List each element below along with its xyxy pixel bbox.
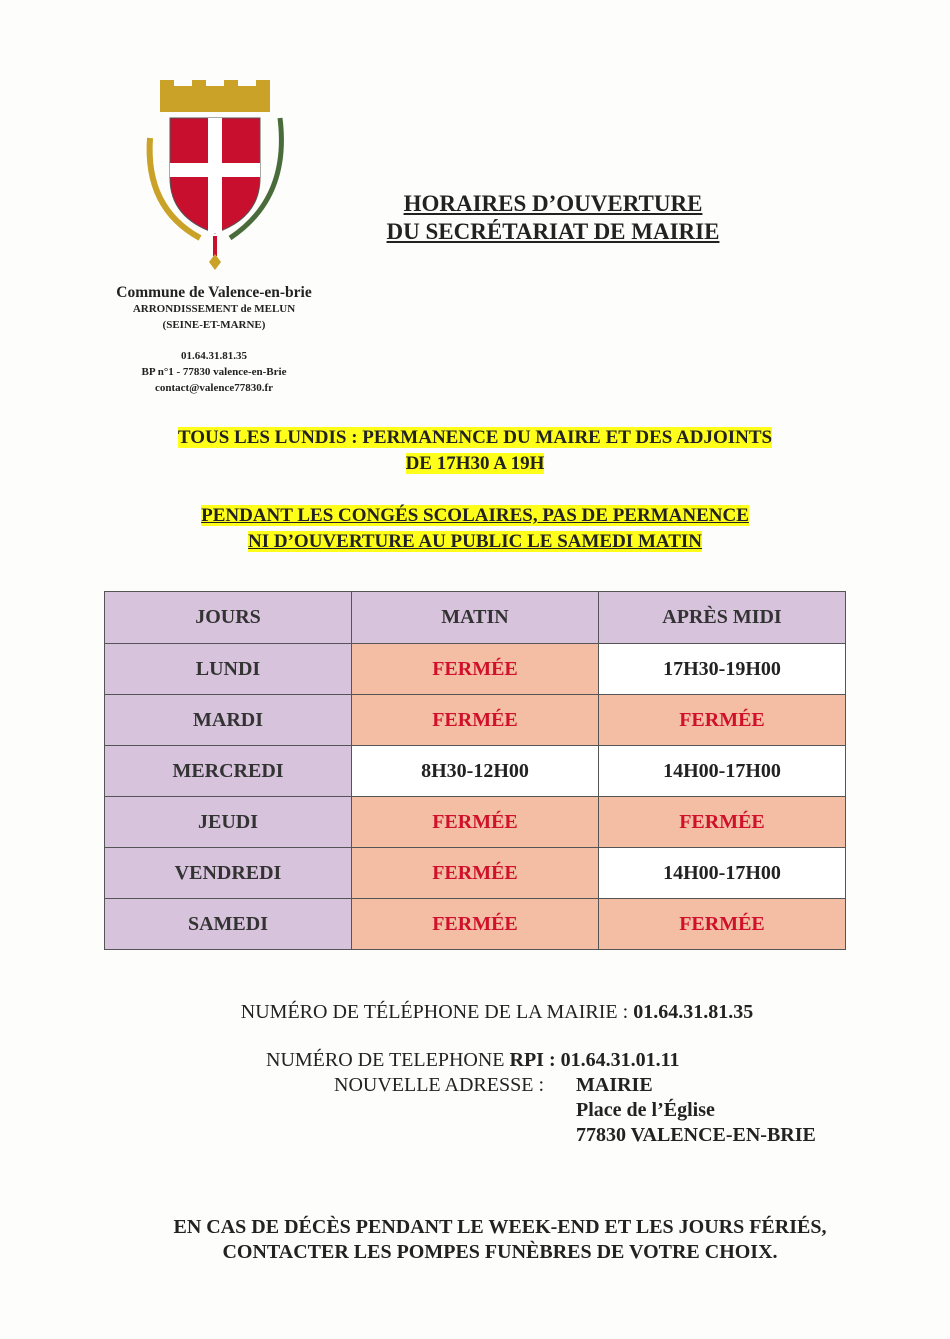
afternoon-cell: 14H00-17H00 [599, 746, 846, 797]
rpi-value: RPI : 01.64.31.01.11 [509, 1049, 680, 1071]
notice-lundi [100, 425, 850, 477]
day-cell: MARDI [105, 695, 352, 746]
afternoon-cell: FERMÉE [599, 797, 846, 848]
header-jours: JOURS [105, 592, 352, 644]
header-address: BP n°1 - 77830 valence-en-Brie [141, 366, 287, 378]
day-cell: VENDREDI [105, 848, 352, 899]
afternoon-cell: 14H00-17H00 [599, 848, 846, 899]
arrondissement: ARRONDISSEMENT de MELUN [132, 303, 296, 315]
coat-of-arms-logo [130, 78, 300, 278]
phone-label: NUMÉRO DE TÉLÉPHONE DE LA MAIRIE : [240, 1001, 634, 1023]
table-row [105, 848, 846, 899]
title-line-1: HORAIRES D’OUVERTURE [403, 191, 703, 216]
title-line-2: DU SECRÉTARIAT DE MAIRIE [386, 219, 720, 244]
rpi-label: NUMÉRO DE TELEPHONE [266, 1049, 510, 1071]
afternoon-cell: FERMÉE [599, 899, 846, 950]
departement: (SEINE-ET-MARNE) [162, 319, 266, 331]
table-row [105, 695, 846, 746]
phone-rpi [266, 1048, 680, 1073]
notice-line: NI D’OUVERTURE AU PUBLIC LE SAMEDI MATIN [248, 531, 702, 552]
address-line: Place de l’Église [576, 1099, 715, 1121]
day-cell: LUNDI [105, 644, 352, 695]
table-row [105, 644, 846, 695]
address-line: 77830 VALENCE-EN-BRIE [576, 1124, 816, 1146]
morning-cell: FERMÉE [352, 644, 599, 695]
table-row [105, 746, 846, 797]
page-title [350, 190, 756, 246]
notice-line: TOUS LES LUNDIS : PERMANENCE DU MAIRE ET DES ADJOINTS [177, 427, 773, 448]
morning-cell: FERMÉE [352, 899, 599, 950]
header-email: contact@valence77830.fr [154, 382, 274, 394]
notice-line: PENDANT LES CONGÉS SCOLAIRES, PAS DE PERMANENCE [201, 505, 749, 526]
commune-block [84, 285, 344, 333]
address-value [576, 1073, 816, 1148]
header-apres-midi: APRÈS MIDI [599, 592, 846, 644]
morning-cell: 8H30-12H00 [352, 746, 599, 797]
footer-line: CONTACTER LES POMPES FUNÈBRES DE VOTRE CHOIX. [222, 1241, 778, 1263]
afternoon-cell: 17H30-19H00 [599, 644, 846, 695]
contact-block [84, 348, 344, 396]
morning-cell: FERMÉE [352, 797, 599, 848]
footer-line: EN CAS DE DÉCÈS PENDANT LE WEEK-END ET LES JOURS FÉRIÉS, [173, 1216, 827, 1238]
header-phone: 01.64.31.81.35 [181, 350, 247, 362]
afternoon-cell: FERMÉE [599, 695, 846, 746]
phone-value: 01.64.31.81.35 [633, 1001, 754, 1023]
commune-name: Commune de Valence-en-brie [116, 284, 312, 301]
address-label: NOUVELLE ADRESSE : [334, 1074, 544, 1096]
address-line: MAIRIE [576, 1074, 653, 1096]
morning-cell: FERMÉE [352, 848, 599, 899]
day-cell: MERCREDI [105, 746, 352, 797]
footer-notice [80, 1215, 920, 1265]
phone-mairie [80, 1000, 914, 1025]
notice-conges [100, 503, 850, 555]
table-header-row [105, 592, 846, 644]
morning-cell: FERMÉE [352, 695, 599, 746]
header-matin: MATIN [352, 592, 599, 644]
hours-table [104, 591, 846, 950]
day-cell: SAMEDI [105, 899, 352, 950]
notice-line: DE 17H30 A 19H [405, 453, 545, 474]
day-cell: JEUDI [105, 797, 352, 848]
table-row [105, 899, 846, 950]
table-row [105, 797, 846, 848]
